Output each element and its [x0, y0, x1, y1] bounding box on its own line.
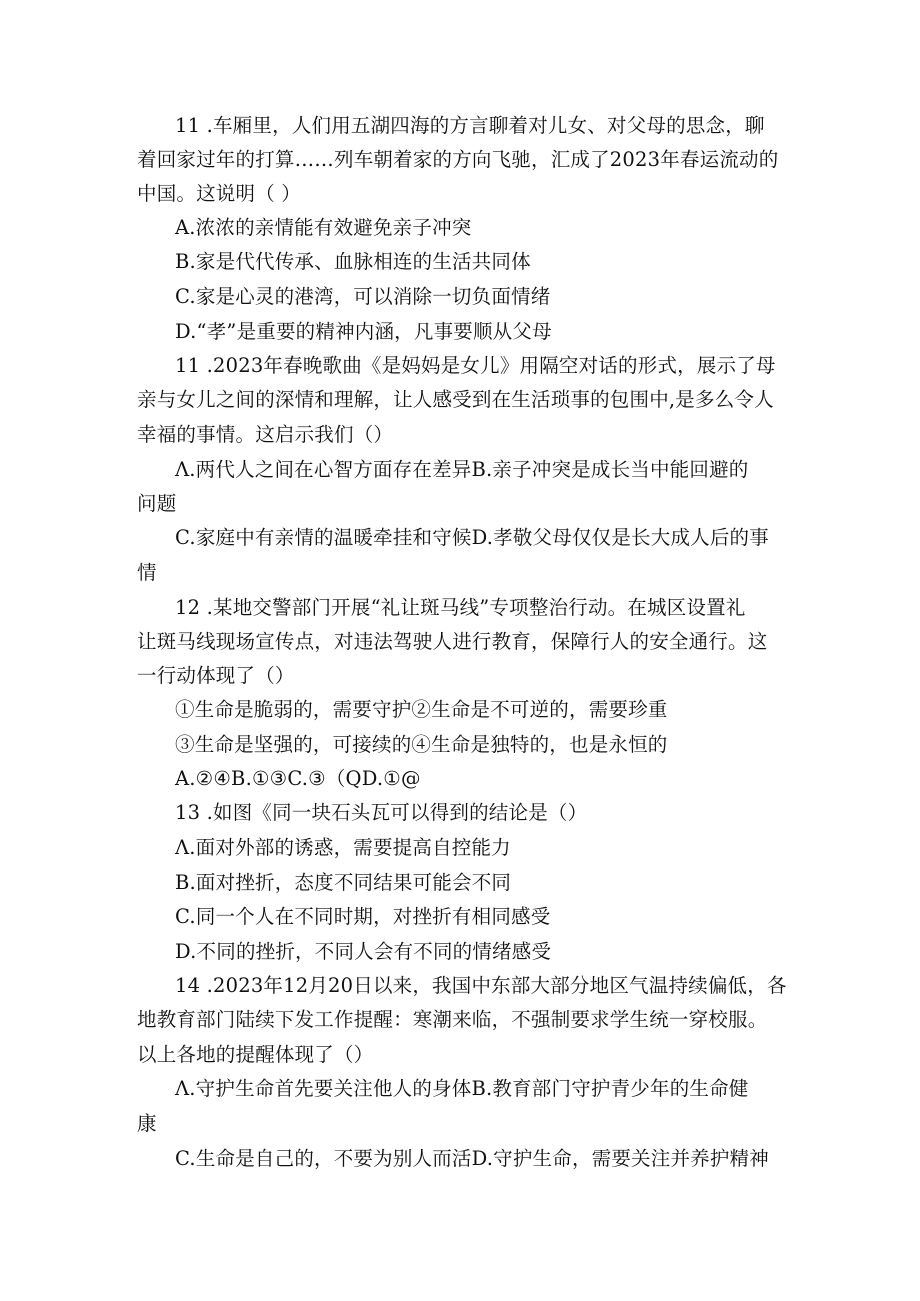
question-12-line-1: 12 .某地交警部门开展“礼让斑马线”专项整治行动。在城区设置礼	[175, 596, 746, 619]
question-14-options-cd: C.生命是自己的，不要为别人而活D.守护生命，需要关注并养护精神	[175, 1147, 769, 1170]
question-11b-options-ab-wrap: 问题	[137, 492, 177, 515]
question-14-options-ab: Λ.守护生命首先要关注他人的身体B.教育部门守护青少年的生命健	[175, 1077, 749, 1100]
question-11b-line-2: 亲与女儿之间的深情和理解，让人感受到在生活琐事的包围中,是多么令人	[137, 388, 774, 411]
question-12-line-3: 一行动体现了（）	[137, 664, 295, 687]
question-13-option-a: Λ.面对外部的诱惑，需要提高自控能力	[175, 836, 511, 859]
question-14-options-ab-wrap: 康	[137, 1112, 157, 1135]
question-13-option-c: C.同一个人在不同时期，对挫折有相同感受	[175, 905, 551, 928]
question-11-line-3: 中国。这说明（ ）	[137, 182, 301, 205]
question-11-option-b: B.家是代代传承、血脉相连的生活共同体	[175, 250, 531, 273]
question-11b-options-ab: Λ.两代人之间在心智方面存在差异B.亲子冲突是成长当中能回避的	[175, 458, 749, 481]
question-13-option-d: D.不同的挫折，不同人会有不同的情绪感受	[175, 940, 552, 963]
question-14-line-3: 以上各地的提醒体现了（）	[137, 1043, 374, 1066]
question-11-option-d: D.“孝”是重要的精神内涵，凡事要顺从父母	[175, 320, 552, 343]
question-12-line-2: 让斑马线现场宣传点，对违法驾驶人进行教育，保障行人的安全通行。这	[137, 630, 768, 653]
question-11b-line-3: 幸福的事情。这启示我们（）	[137, 423, 394, 446]
question-13-option-b: B.面对挫折，态度不同结果可能会不同	[175, 871, 512, 894]
question-11b-options-cd-wrap: 情	[137, 561, 157, 584]
question-11-option-a: A.浓浓的亲情能有效避免亲子冲突	[175, 216, 472, 239]
question-11-option-c: C.家是心灵的港湾，可以消除一切负面情绪	[175, 285, 551, 308]
question-11-line-2: 着回家过年的打算……列车朝着家的方向飞驰，汇成了2023年春运流动的	[137, 148, 779, 171]
question-14-line-1: 14 .2023年12月20日以来，我国中东部大部分地区气温持续偏低，各	[175, 974, 787, 997]
question-12-statements-34: ③生命是坚强的，可接续的④生命是独特的，也是永恒的	[175, 733, 668, 756]
question-11b-line-1: 11 .2023年春晚歌曲《是妈妈是女儿》用隔空对话的形式，展示了母	[175, 354, 776, 377]
question-12-statements-12: ①生命是脆弱的，需要守护②生命是不可逆的，需要珍重	[175, 698, 668, 721]
question-13-line-1: 13 .如图《同一块石头瓦可以得到的结论是（）	[175, 801, 588, 824]
question-11b-options-cd: C.家庭中有亲情的温暖牵挂和守候D.孝敬父母仅仅是长大成人后的事	[175, 526, 769, 549]
question-11-line-1: 11 .车厢里，人们用五湖四海的方言聊着对儿女、对父母的思念，聊	[175, 114, 765, 137]
question-14-line-2: 地教育部门陆续下发工作提醒：寒潮来临，不强制要求学生统一穿校服。	[137, 1008, 768, 1031]
question-12-options: A.②④B.①③C.③（QD.①@	[175, 767, 421, 790]
